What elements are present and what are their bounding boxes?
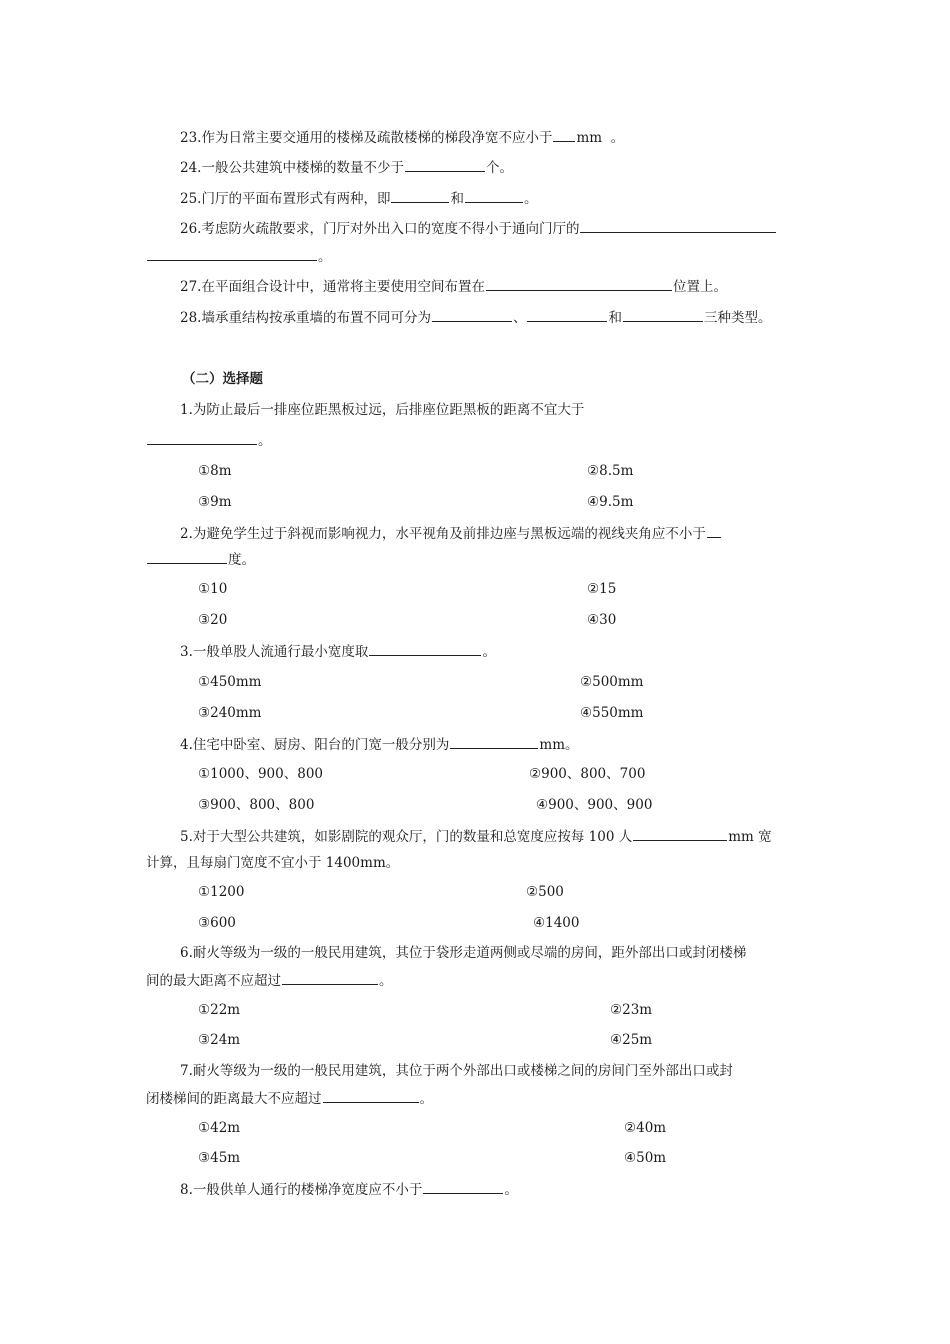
choice-question-2-cont: 度。 [146,550,255,569]
answer-blank[interactable] [423,1180,503,1194]
question-28: 28.墙承重结构按承重墙的布置不同可分为 、 和 三种类型。 [180,310,772,326]
option-2[interactable]: ②500mm [580,674,644,690]
option-3[interactable]: ③600 [198,915,236,931]
answer-blank[interactable] [450,735,538,749]
option-1[interactable]: ①1000、900、800 [198,766,323,782]
option-1[interactable]: ①22m [198,1002,241,1018]
answer-blank[interactable] [432,308,512,322]
option-4[interactable]: ④1400 [533,915,580,931]
choice-question-6-cont: 间的最大距离不应超过 。 [146,973,393,989]
answer-blank[interactable] [147,431,257,445]
question-25: 25.门厅的平面布置形式有两种，即 和 。 [180,191,538,207]
option-2[interactable]: ②40m [624,1120,667,1136]
answer-blank[interactable] [405,158,485,172]
option-2[interactable]: ②900、800、700 [529,766,646,782]
choice-question-2: 2.为避免学生过于斜视而影响视力，水平视角及前排边座与黑板远端的视线夹角应不小于 [180,524,722,543]
option-2[interactable]: ②15 [587,581,617,597]
option-2[interactable]: ②500 [526,884,564,900]
question-23: 23.作为日常主要交通用的楼梯及疏散楼梯的梯段净宽不应小于 mm 。 [180,130,625,146]
answer-blank[interactable] [553,128,575,142]
question-27: 27.在平面组合设计中，通常将主要使用空间布置在 位置上。 [180,279,727,295]
option-3[interactable]: ③9m [198,494,232,510]
option-3[interactable]: ③900、800、800 [198,797,315,813]
answer-blank[interactable] [465,189,523,203]
option-4[interactable]: ④50m [624,1150,667,1166]
answer-blank[interactable] [633,827,727,841]
answer-blank[interactable] [391,189,449,203]
option-4[interactable]: ④30 [587,612,617,628]
question-26: 26.考虑防火疏散要求，门厅对外出入口的宽度不得小于通向门厅的 [180,219,777,238]
answer-blank[interactable] [369,642,481,656]
choice-question-4: 4.住宅中卧室、厨房、阳台的门宽一般分别为 mm。 [180,737,579,753]
option-4[interactable]: ④25m [610,1032,653,1048]
question-26-cont: 。 [146,247,332,266]
answer-blank[interactable] [147,550,227,564]
answer-blank[interactable] [147,247,317,261]
option-3[interactable]: ③20 [198,612,228,628]
choice-question-7-cont: 闭楼梯间的距离最大不应超过 。 [146,1091,433,1107]
choice-question-1: 1.为防止最后一排座位距黑板过远，后排座位距黑板的距离不宜大于 [180,402,585,418]
choice-question-5-cont: 计算，且每扇门宽度不宜小于 1400mm。 [146,855,400,871]
answer-blank[interactable] [282,971,378,985]
choice-question-1-cont: 。 [146,431,272,450]
choice-question-3: 3.一般单股人流通行最小宽度取 。 [180,644,496,660]
answer-blank[interactable] [623,308,703,322]
option-1[interactable]: ①1200 [198,884,245,900]
answer-blank[interactable] [486,277,672,291]
answer-blank[interactable] [580,219,776,233]
choice-question-5: 5.对于大型公共建筑，如影剧院的观众厅，门的数量和总宽度应按每 100 人 mm 宽 [180,829,772,845]
choice-question-6: 6.耐火等级为一级的一般民用建筑，其位于袋形走道两侧或尽端的房间，距外部出口或封闭楼梯 [180,945,747,961]
answer-blank[interactable] [707,524,721,538]
question-24: 24.一般公共建筑中楼梯的数量不少于 个。 [180,160,513,176]
option-1[interactable]: ①450mm [198,674,262,690]
option-3[interactable]: ③45m [198,1150,241,1166]
option-1[interactable]: ①10 [198,581,228,597]
option-1[interactable]: ①42m [198,1120,241,1136]
option-4[interactable]: ④9.5m [587,494,634,510]
option-4[interactable]: ④900、900、900 [536,797,653,813]
option-2[interactable]: ②8.5m [587,463,634,479]
option-2[interactable]: ②23m [610,1002,653,1018]
option-3[interactable]: ③24m [198,1032,241,1048]
option-1[interactable]: ①8m [198,463,232,479]
option-3[interactable]: ③240mm [198,705,262,721]
option-4[interactable]: ④550mm [580,705,644,721]
choice-question-8: 8.一般供单人通行的楼梯净宽度应不小于 。 [180,1182,518,1198]
answer-blank[interactable] [323,1089,419,1103]
choice-question-7: 7.耐火等级为一级的一般民用建筑，其位于两个外部出口或楼梯之间的房间门至外部出口或封 [180,1063,733,1079]
section-title: （二）选择题 [182,371,263,387]
answer-blank[interactable] [527,308,607,322]
